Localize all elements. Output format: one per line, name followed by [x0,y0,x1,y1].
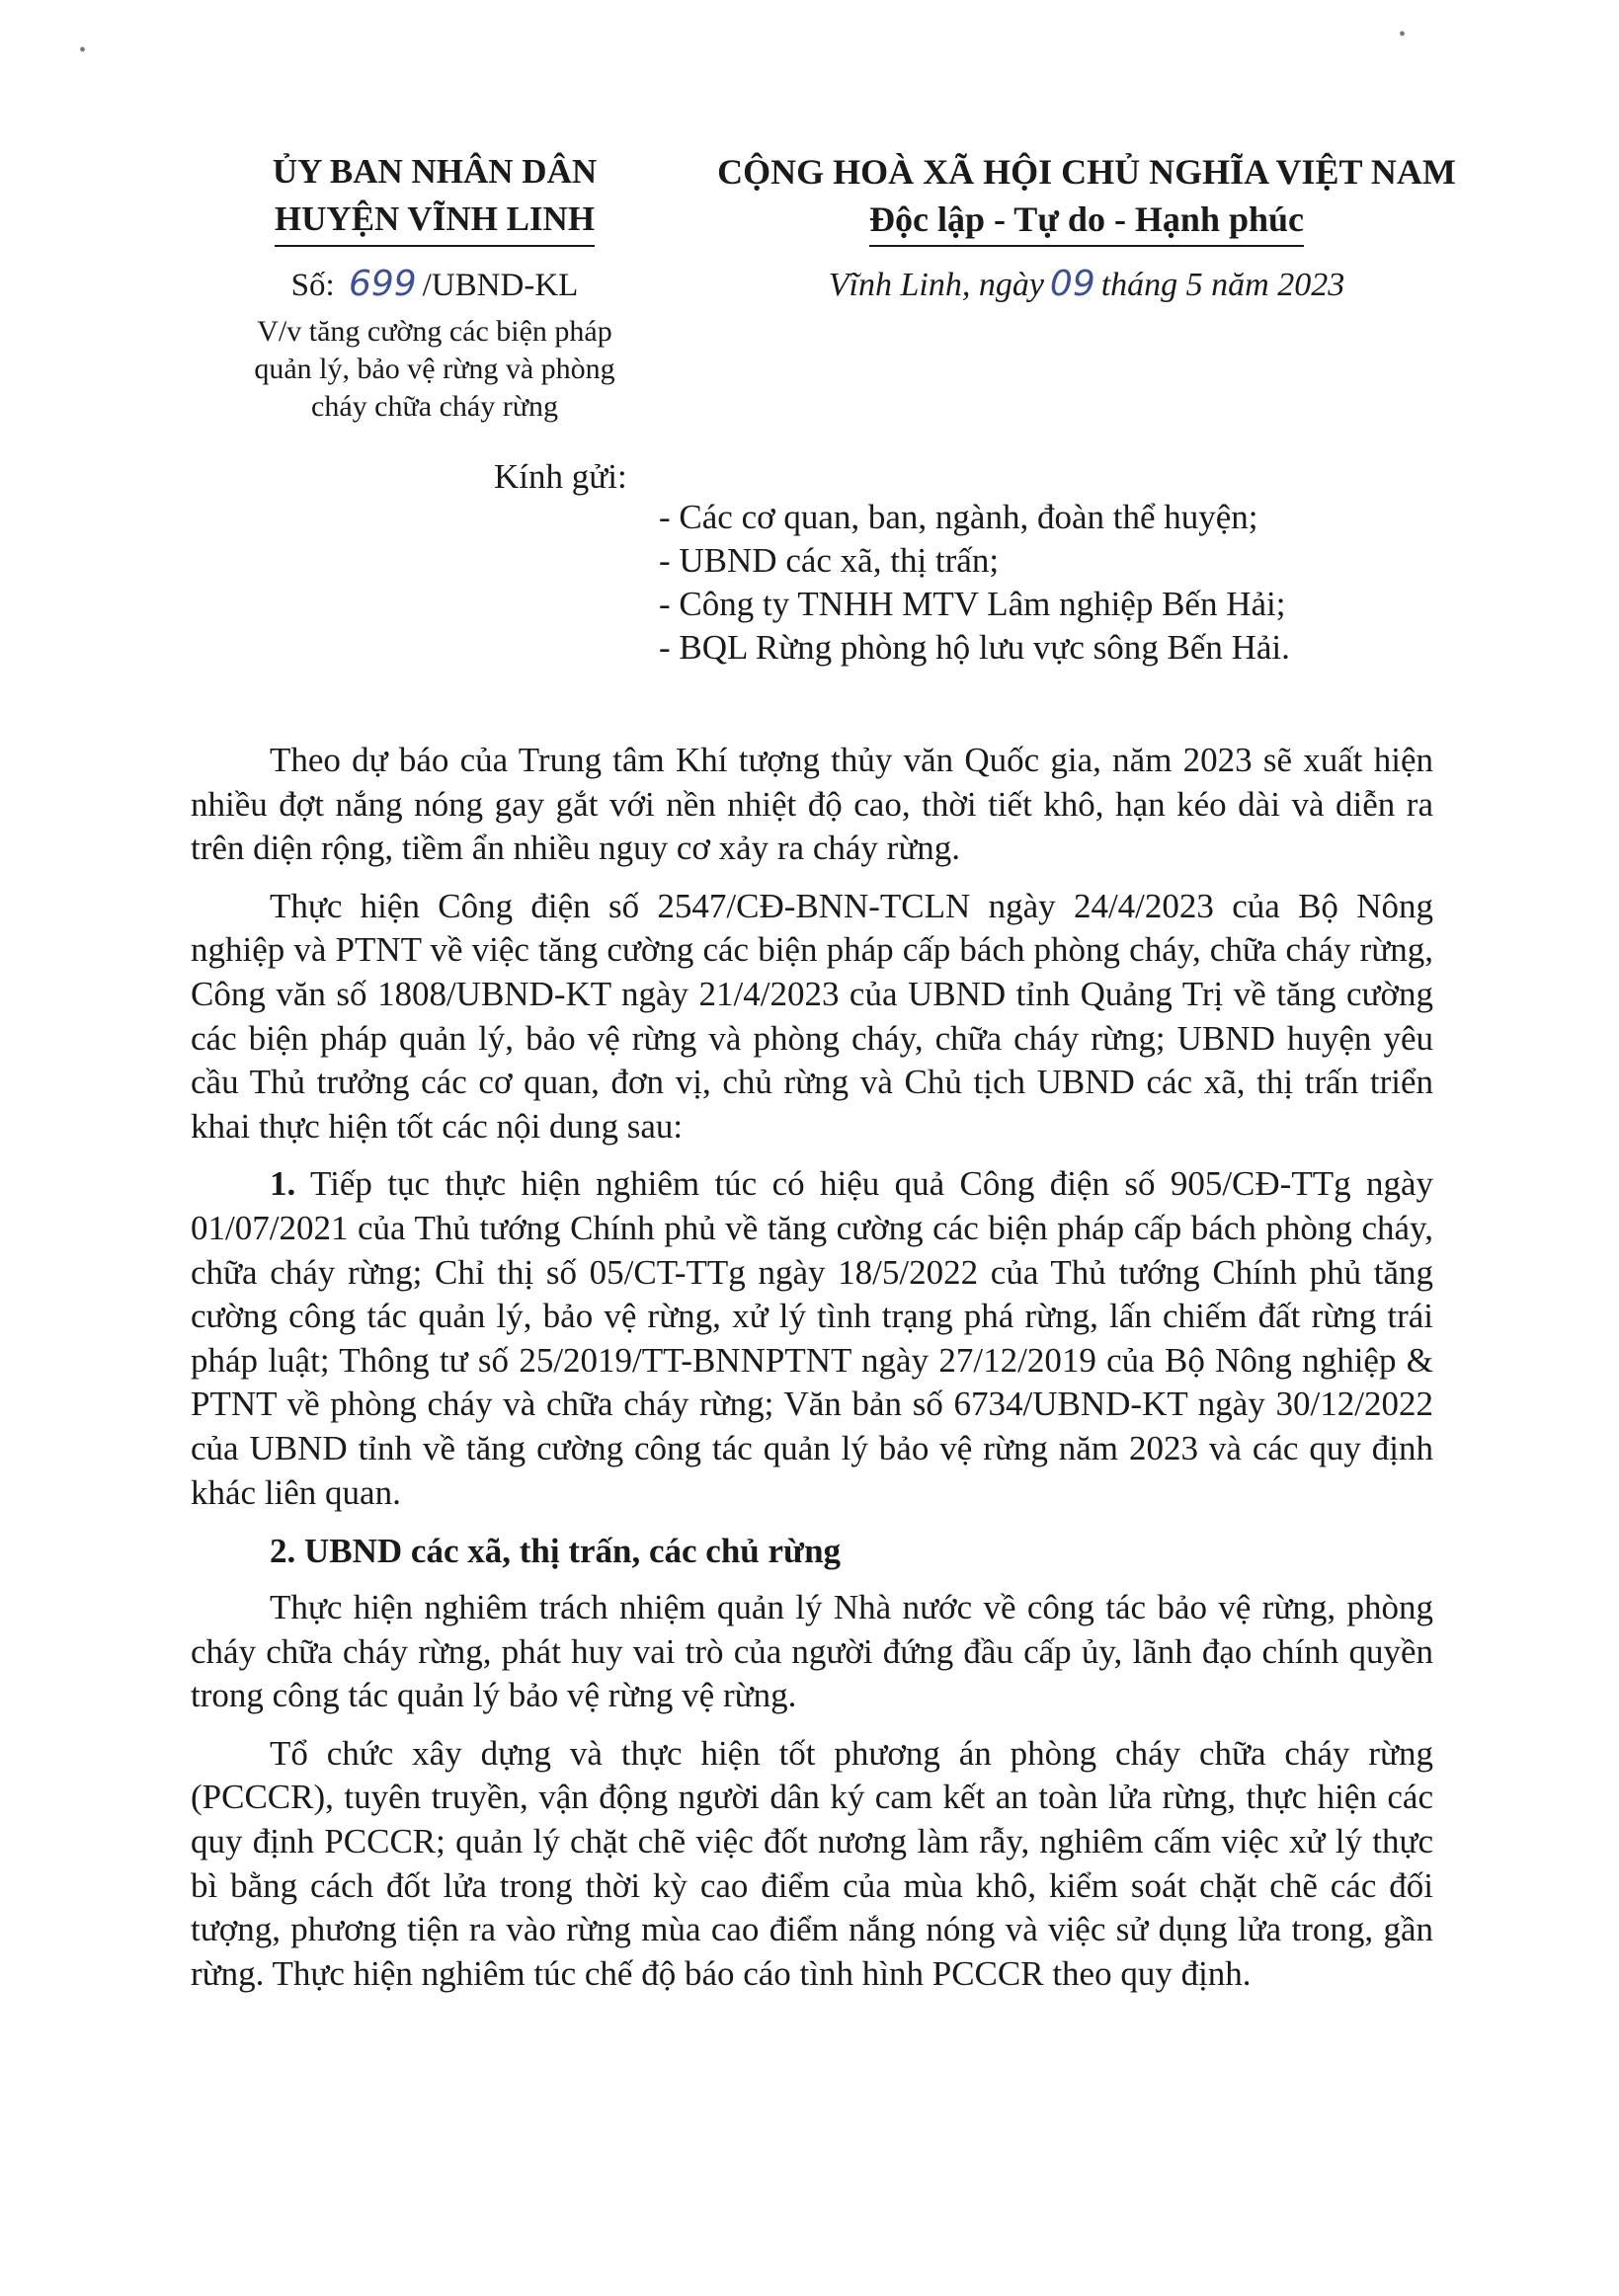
item-1-text: Tiếp tục thực hiện nghiêm túc có hiệu quả Công điện số 905/CĐ-TTg ngày 01/07/2021 của Thủ tướng Chính phủ về tăng cường các biện pháp cấp bách phòng cháy, chữa cháy rừng; Chỉ thị số 05/CT-TTg ngày 18/5/2022 của Thủ tướng Chính phủ tăng cường công tác quản lý, bảo vệ rừng, xử lý tình trạng phá rừng, lấn chiếm đất rừng trái pháp luật; Thông tư số 25/2019/TT-BNNPTNT ngày 27/12/2019 của Bộ Nông nghiệp & PTNT về phòng cháy và chữa cháy rừng; Văn bản số 6734/UBND-KT ngày 30/12/2022 của UBND tỉnh về tăng cường công tác quản lý bảo vệ rừng năm 2023 và các quy định khác liên quan. [191,1164,1433,1512]
section-2-heading: 2. UBND các xã, thị trấn, các chủ rừng [270,1532,842,1571]
handwritten-day: 09 [1049,264,1095,304]
place-date: Vĩnh Linh, ngày 09 tháng 5 năm 2023 [828,264,1345,304]
recipients-label: Kính gửi: [494,457,627,496]
item-1 [191,1162,1433,1515]
issuer-block [217,148,652,426]
paragraph-implementation: Thực hiện Công điện số 2547/CĐ-BNN-TCLN ngày 24/4/2023 của Bộ Nông nghiệp và PTNT về việc tăng cường các biện pháp cấp bách phòng cháy, chữa cháy rừng, Công văn số 1808/UBND-KT ngày 21/4/2023 của UBND tỉnh Quảng Trị về tăng cường các biện pháp quản lý, bảo vệ rừng và phòng cháy, chữa cháy rừng; UBND huyện yêu cầu Thủ trưởng các cơ quan, đơn vị, chủ rừng và Chủ tịch UBND các xã, thị trấn triển khai thực hiện tốt các nội dung sau: [191,886,1433,1146]
subject-line: V/v tăng cường các biện pháp quản lý, bảo vệ rừng và phòng cháy chữa cháy rừng [254,315,615,423]
paragraph-responsibility: Thực hiện nghiêm trách nhiệm quản lý Nhà nước về công tác bảo vệ rừng, phòng cháy chữa cháy rừng, phát huy vai trò của người đứng đầu cấp ủy, lãnh đạo chính quyền trong công tác quản lý bảo vệ rừng vệ rừng. [191,1588,1433,1715]
scan-speck: • [1399,24,1407,45]
item-1-number: 1. [270,1164,296,1204]
scan-speck: • [79,40,87,61]
recipient-item: - Công ty TNHH MTV Lâm nghiệp Bến Hải; [659,585,1286,623]
recipient-item: - UBND các xã, thị trấn; [659,541,1000,580]
handwritten-number: 699 [348,264,417,304]
recipients-list [659,496,1290,670]
nation-title: CỘNG HOÀ XÃ HỘI CHỦ NGHĨA VIỆT NAM [717,152,1456,192]
org-name: ỦY BAN NHÂN DÂN [272,152,598,191]
national-motto: Độc lập - Tự do - Hạnh phúc [869,196,1304,247]
paragraph-pcccr: Tổ chức xây dựng và thực hiện tốt phương án phòng cháy chữa cháy rừng (PCCCR), tuyên truyền, vận động người dân ký cam kết an toàn lửa rừng, thực hiện các quy định PCCCR; quản lý chặt chẽ việc đốt nương làm rẫy, nghiêm cấm việc xử lý thực bì bằng cách đốt lửa trong thời kỳ cao điểm của mùa khô, kiểm soát chặt chẽ các đối tượng, phương tiện ra vào rừng mùa cao điểm nắng nóng và việc sử dụng lửa trong, gần rừng. Thực hiện nghiêm túc chế độ báo cáo tình hình PCCCR theo quy định. [191,1733,1433,1993]
recipient-item: - Các cơ quan, ban, ngành, đoàn thể huyện; [659,498,1258,536]
document-number: Số: 699 /UBND-KL [290,264,579,304]
document-body [191,739,1433,2010]
paragraph-forecast: Theo dự báo của Trung tâm Khí tượng thủy văn Quốc gia, năm 2023 sẽ xuất hiện nhiều đợt nắng nóng gay gắt với nền nhiệt độ cao, thời tiết khô, hạn kéo dài và diễn ra trên diện rộng, tiềm ẩn nhiều nguy cơ xảy ra cháy rừng. [191,741,1433,868]
national-header [691,148,1482,309]
district-name: HUYỆN VĨNH LINH [275,196,595,247]
recipient-item: - BQL Rừng phòng hộ lưu vực sông Bến Hải. [659,628,1290,667]
